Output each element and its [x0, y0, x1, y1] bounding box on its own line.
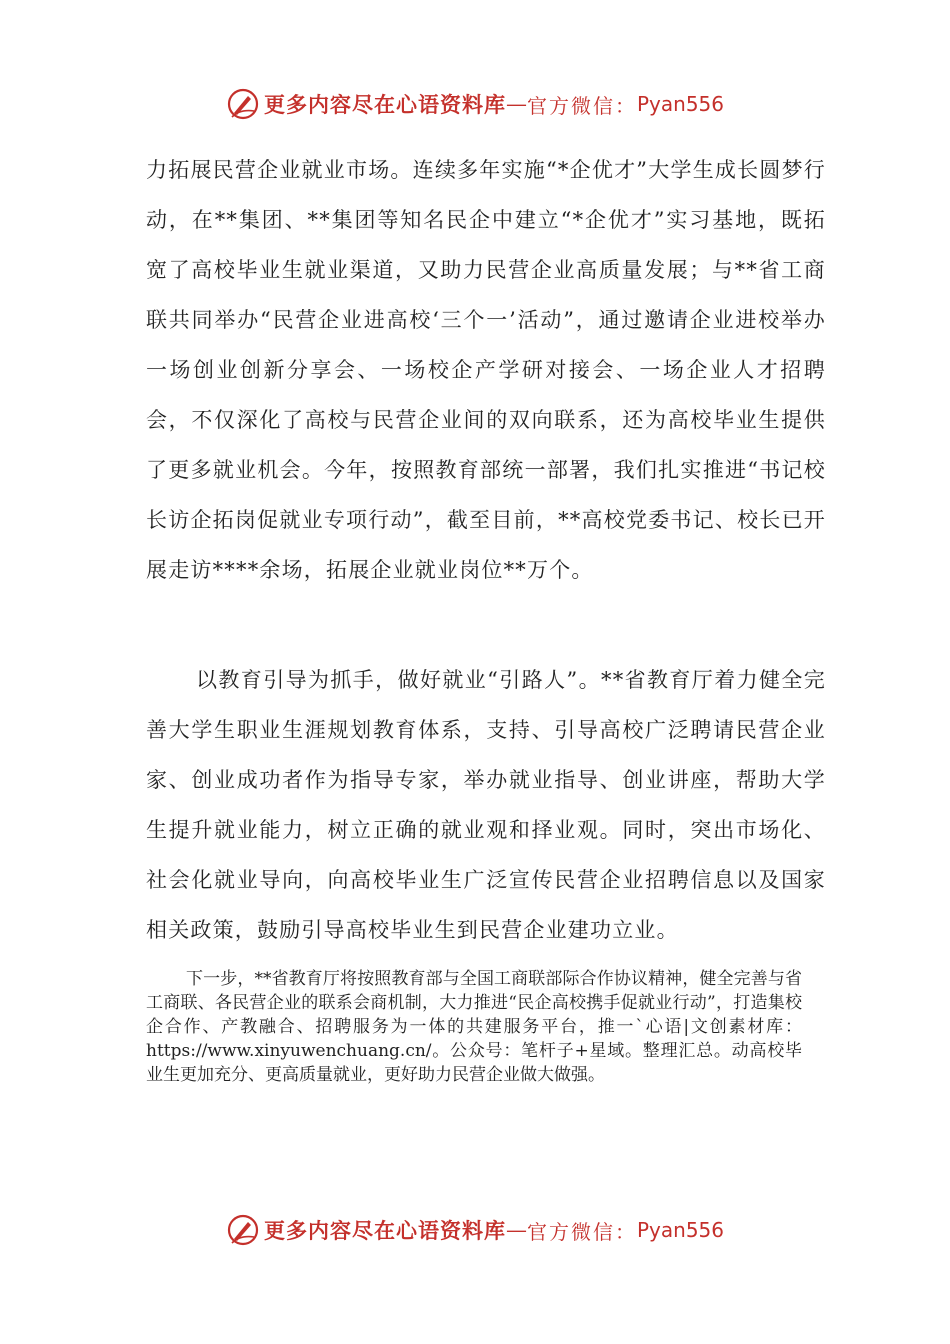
banner-wechat-label: 官方微信：: [526, 1219, 637, 1244]
banner-wechat-label: 官方微信：: [526, 93, 637, 118]
body-paragraph-1: 力拓展民营企业就业市场。连续多年实施“*企优才”大学生成长圆梦行动，在**集团、**集团等知名民企中建立“*企优才”实习基地，既拓宽了高校毕业生就业渠道，又助力民营企业高质量发展；与**省工商联共同举办“民营企业进高校‘三个一’活动”，通过邀请企业进校举办一场创业创新分享会、一场校企产学研对接会、一场企业人才招聘会，不仅深化了高校与民营企业间的双向联系，还为高校毕业生提供了更多就业机会。今年，按照教育部统一部署，我们扎实推进“书记校长访企拓岗促就业专项行动”，截至目前，**高校党委书记、校长已开展走访****余场，拓展企业就业岗位**万个。: [146, 158, 826, 582]
header-banner: [0, 84, 950, 124]
body-paragraph-2: 以教育引导为抓手，做好就业“引路人”。**省教育厅着力健全完善大学生职业生涯规划教育体系，支持、引导高校广泛聘请民营企业家、创业成功者作为指导专家，举办就业指导、创业讲座，帮助大学生提升就业能力，树立正确的就业观和择业观。同时，突出市场化、社会化就业导向，向高校毕业生广泛宣传民营企业招聘信息以及国家相关政策，鼓励引导高校毕业生到民营企业建功立业。: [146, 668, 826, 942]
banner-slogan: 更多内容尽在心语资料库: [263, 1218, 506, 1243]
footer-banner: [0, 1210, 950, 1250]
pen-logo-icon: [226, 1213, 260, 1247]
banner-wechat-id: Pyan556: [636, 1218, 724, 1242]
banner-wechat-id: Pyan556: [636, 92, 724, 116]
body-paragraph-3: 下一步，**省教育厅将按照教育部与全国工商联部际合作协议精神，健全完善与省工商联、各民营企业的联系会商机制，大力推进“民企高校携手促就业行动”，打造集校企合作、产教融合、招聘服务为一体的共建服务平台，推一`心语|文创素材库：https://www.xinyuwenchuang.cn/。公众号：笔杆子+星域。整理汇总。动高校毕业生更加充分、更高质量就业，更好助力民营企业做大做强。: [146, 969, 802, 1085]
banner-dash: —: [505, 1218, 527, 1242]
pen-logo-icon: [226, 87, 260, 121]
banner-slogan: 更多内容尽在心语资料库: [263, 92, 506, 117]
banner-dash: —: [505, 92, 527, 116]
